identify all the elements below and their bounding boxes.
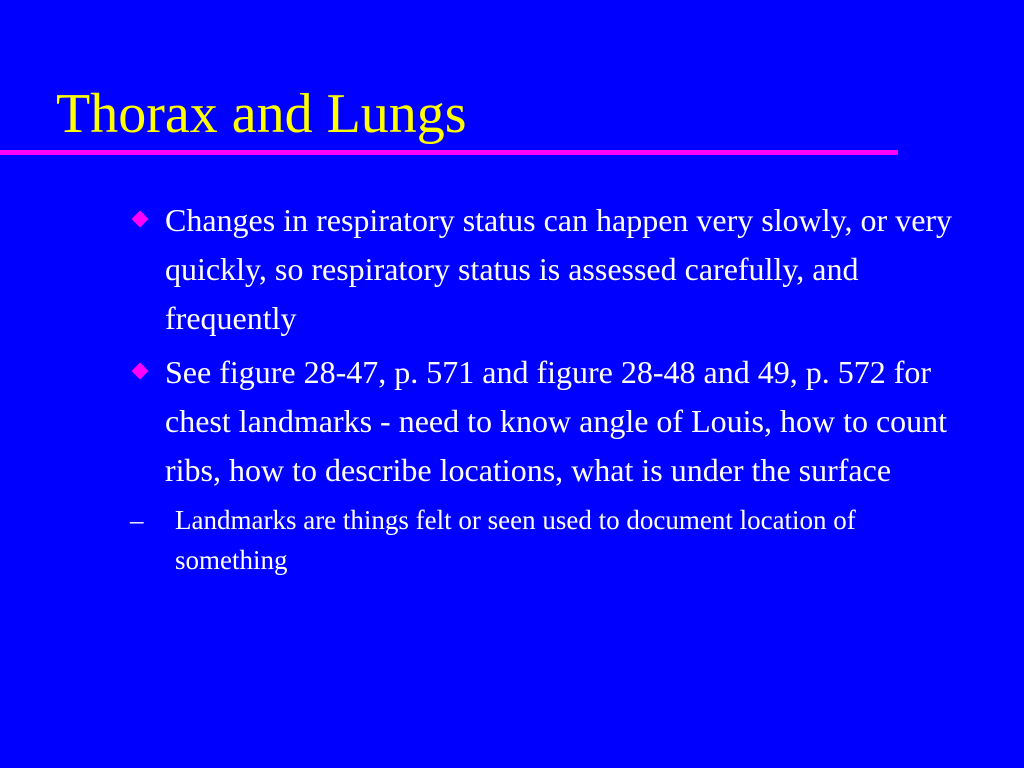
bullet-list — [130, 196, 970, 580]
bullet-text: See figure 28-47, p. 571 and figure 28-48 and 49, p. 572 for chest landmarks - need to know angle of Louis, how to count ribs, how to describe locations, what is under the surface — [165, 354, 948, 488]
bullet-item — [130, 196, 970, 343]
diamond-bullet-icon — [132, 363, 149, 380]
sub-bullet-item — [130, 500, 970, 580]
bullet-text: Changes in respiratory status can happen very slowly, or very quickly, so respiratory status is assessed carefully, and frequently — [165, 202, 953, 336]
bullet-item — [130, 348, 970, 495]
diamond-bullet-icon — [132, 211, 149, 228]
title-underline — [0, 150, 898, 155]
dash-marker: – — [130, 505, 144, 535]
slide-title: Thorax and Lungs — [56, 83, 467, 145]
sub-bullet-text: Landmarks are things felt or seen used to document location of something — [175, 505, 856, 575]
